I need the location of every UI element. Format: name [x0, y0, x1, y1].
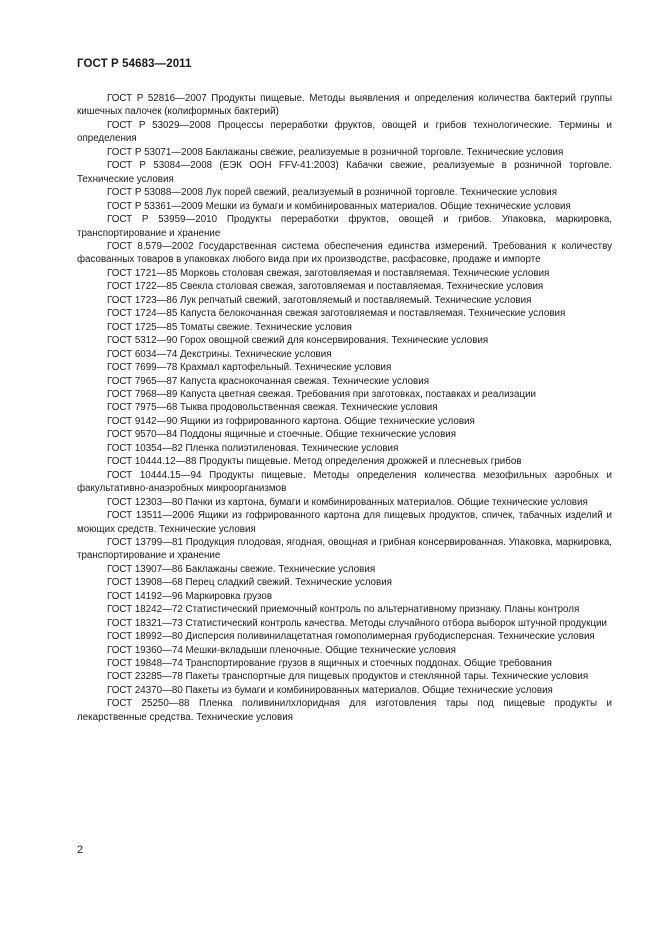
reference-entry: ГОСТ 19848—74 Транспортирование грузов в ящичных и стоечных поддонах. Общие требования	[107, 658, 552, 670]
reference-entry: ГОСТ 18242—72 Статистический приемочный контроль по альтернативному признаку. Планы контроля	[107, 604, 580, 616]
reference-entry: ГОСТ 25250—88 Пленка поливинилхлоридная для изготовления тары под пищевые продукты и лекарственные средства. Технические условия	[77, 698, 612, 723]
reference-entry: ГОСТ 24370—80 Пакеты из бумаги и комбинированных материалов. Общие технические условия	[107, 684, 553, 696]
reference-entry: ГОСТ 10444.15—94 Продукты пищевые. Методы определения количества мезофильных аэробных и факультативно-анаэробных микроорганизмов	[77, 469, 612, 495]
reference-entry: ГОСТ 13907—86 Баклажаны свежие. Технические условия	[107, 563, 376, 575]
reference-entry: ГОСТ 18321—73 Статистический контроль качества. Методы случайного отбора выборок штучной продукции	[107, 617, 607, 629]
reference-entry: ГОСТ 7965—87 Капуста краснокочанная свежая. Технические условия	[107, 375, 430, 387]
reference-entry: ГОСТ 6034—74 Декстрины. Технические условия	[107, 348, 332, 360]
reference-entry: ГОСТ 1723—86 Лук репчатый свежий, заготовляемый и поставляемый. Технические условия	[107, 294, 532, 306]
reference-entry: ГОСТ 5312—90 Горох овощной свежий для консервирования. Технические условия	[107, 335, 489, 347]
reference-entry: ГОСТ 7968—89 Капуста цветная свежая. Требования при заготовках, поставках и реализации	[107, 388, 537, 400]
normative-references-list	[77, 92, 612, 724]
reference-entry: ГОСТ 12303—80 Пачки из картона, бумаги и комбинированных материалов. Общие технические условия	[107, 496, 588, 508]
reference-entry: ГОСТ Р 53361—2009 Мешки из бумаги и комбинированных материалов. Общие технические условия	[107, 200, 571, 212]
reference-entry: ГОСТ Р 52816—2007 Продукты пищевые. Методы выявления и определения количества бактерий группы кишечных палочек (колиформных бактерий)	[77, 93, 612, 118]
reference-entry: ГОСТ 8.579—2002 Государственная система обеспечения единства измерений. Требования к количеству фасованных товаров в упаковках любого вида при их производстве, расфасовке, продаже и импорте	[77, 240, 612, 266]
reference-entry: ГОСТ 23285—78 Пакеты транспортные для пищевых продуктов и стеклянной тары. Технические условия	[107, 671, 589, 683]
reference-entry: ГОСТ Р 53071—2008 Баклажаны свежие, реализуемые в розничной торговле. Технические условия	[107, 146, 564, 158]
reference-entry: ГОСТ 19360—74 Мешки-вкладыши пленочные. Общие технические условия	[107, 644, 456, 656]
reference-entry: ГОСТ 7699—78 Крахмал картофельный. Технические условия	[107, 362, 392, 374]
reference-entry: ГОСТ 9142—90 Ящики из гофрированного картона. Общие технические условия	[107, 415, 475, 427]
reference-entry: ГОСТ 13799—81 Продукция плодовая, ягодная, овощная и грибная консервированная. Упаковка, маркировка, транспортирование и хранение	[77, 536, 612, 562]
reference-entry: ГОСТ 1722—85 Свекла столовая свежая, заготовляемая и поставляемая. Технические условия	[107, 281, 544, 293]
reference-entry: ГОСТ 1724—85 Капуста белокочанная свежая заготовляемая и поставляемая. Технические условия	[107, 308, 566, 320]
reference-entry: ГОСТ Р 53959—2010 Продукты переработки фруктов, овощей и грибов. Упаковка, маркировка, транспортирование и хранение	[77, 214, 612, 239]
reference-entry: ГОСТ Р 53029—2008 Процессы переработки фруктов, овощей и грибов технологические. Термины и определения	[77, 119, 612, 145]
reference-entry: ГОСТ 10444.12—88 Продукты пищевые. Метод определения дрожжей и плесневых грибов	[107, 456, 522, 468]
reference-entry: ГОСТ Р 53084—2008 (ЕЭК ООН FFV-41:2003) Кабачки свежие, реализуемые в розничной торговле. Технические условия	[77, 160, 612, 185]
reference-entry: ГОСТ Р 53088—2008 Лук порей свежий, реализуемый в розничной торговле. Технические условия	[107, 187, 558, 199]
page-number: 2	[77, 844, 84, 856]
reference-entry: ГОСТ 14192—96 Маркировка грузов	[107, 590, 273, 602]
reference-entry: ГОСТ 1725—85 Томаты свежие. Технические условия	[107, 321, 352, 333]
document-header: ГОСТ Р 54683—2011	[77, 58, 192, 70]
reference-entry: ГОСТ 1721—85 Морковь столовая свежая, заготовляемая и поставляемая. Технические условия	[107, 267, 550, 279]
reference-entry: ГОСТ 10354—82 Пленка полиэтиленовая. Технические условия	[107, 442, 399, 454]
reference-entry: ГОСТ 18992—80 Дисперсия поливинилацетатная гомополимерная грубодисперсная. Технические условия	[107, 631, 595, 643]
reference-entry: ГОСТ 13908—68 Перец сладкий свежий. Технические условия	[107, 577, 392, 589]
reference-entry: ГОСТ 7975—68 Тыква продовольственная свежая. Технические условия	[107, 402, 438, 414]
reference-entry: ГОСТ 13511—2006 Ящики из гофрированного картона для пищевых продуктов, спичек, табачных изделий и моющих средств. Технические условия	[77, 510, 612, 535]
reference-entry: ГОСТ 9570—84 Поддоны ящичные и стоечные. Общие технические условия	[107, 429, 457, 441]
